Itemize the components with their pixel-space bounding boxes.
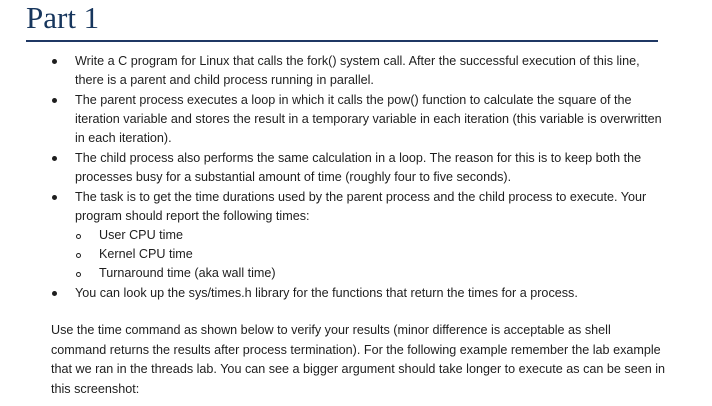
sub-bullet-circle	[76, 253, 81, 258]
bullet-text: The task is to get the time durations used by the parent process and the child process to execute. Your program should report the following times:	[75, 190, 647, 223]
sub-item-text: User CPU time	[99, 228, 183, 242]
bullet-item-parent	[0, 91, 712, 148]
bullet-text: You can look up the sys/times.h library for the functions that return the times for a process.	[75, 286, 578, 300]
sub-item-user-cpu	[75, 226, 666, 245]
bullet-text: Write a C program for Linux that calls the fork() system call. After the successful execution of this line, there is a parent and child process running in parallel.	[75, 54, 640, 87]
sub-item-text: Turnaround time (aka wall time)	[99, 266, 276, 280]
bullet-dot	[52, 291, 57, 296]
sub-bullet-circle	[76, 272, 81, 277]
bullet-item-task	[0, 188, 712, 283]
sub-bullet-circle	[76, 234, 81, 239]
bullet-text: The parent process executes a loop in which it calls the pow() function to calculate the square of the iteration variable and stores the result in a temporary variable in each iteration (this variable is overwritten in each iteration).	[75, 93, 662, 145]
heading-rule	[26, 40, 658, 42]
bullet-dot	[52, 98, 57, 103]
bullet-dot	[52, 59, 57, 64]
times-sublist	[75, 226, 666, 283]
sub-item-text: Kernel CPU time	[99, 247, 193, 261]
bullet-dot	[52, 195, 57, 200]
bullet-item-child	[0, 149, 712, 187]
task-bullet-list	[0, 52, 712, 304]
sub-item-turnaround	[75, 264, 666, 283]
bullet-dot	[52, 156, 57, 161]
bullet-item-fork	[0, 52, 712, 90]
bullet-text: The child process also performs the same calculation in a loop. The reason for this is to keep both the processes busy for a substantial amount of time (roughly four to five seconds).	[75, 151, 642, 184]
instructions-paragraph: Use the time command as shown below to verify your results (minor difference is acceptable as shell command returns the results after process termination). For the following example remember the lab example that we ran in the threads lab. You can see a bigger argument should take longer to execute as can be seen in this screenshot:	[51, 323, 666, 396]
bullet-item-library	[0, 284, 712, 303]
section-heading: Part 1	[26, 0, 100, 35]
sub-item-kernel-cpu	[75, 245, 666, 264]
